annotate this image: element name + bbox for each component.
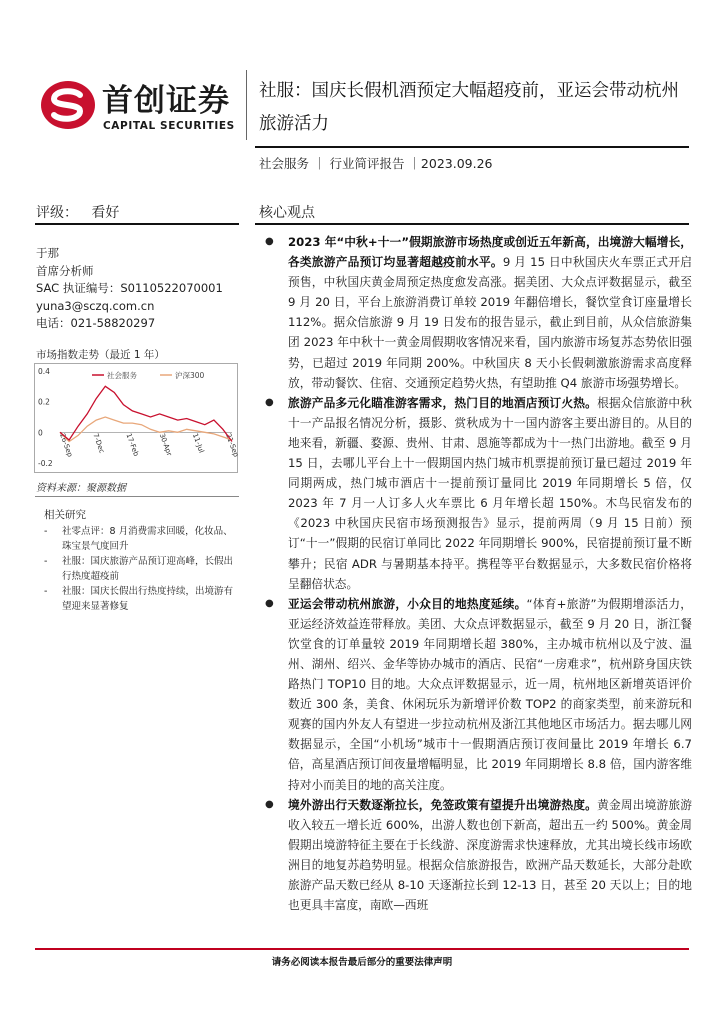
core-point-text: 根据众信旅游中秋十一产品报名情况分析，摄影、赏秋成为十一国内游客主要出游目的。从目的地来看，新疆、婺源、贵州、甘肃、恩施等都成为十一热门出游地。截至 9 月 15 日，去哪儿平台上十一假期国内热门城市机票提前预订量已超过 2019 年同期两成，热门城市酒店十一提前预订量同比 2019 年同期增长 5 倍，仅 2023 年 7 月一人订多人火车票比 6 月年增长超 150%。木鸟民宿发布的《2023 中秋国庆民宿市场预测报告》显示，提前两周（9 月 15 日前）预订“十一”假期的民宿订单同比 2022 年同期增长 900%，民宿提前预订量不断攀升；民宿 ADR 与暑期基本持平。携程等平台数据显示，大多数民宿价格将呈翻倍状态。 [288,395,692,591]
y-tick-label: 0.4 [38,367,50,376]
x-tick-label: 11-Jul [190,432,206,455]
chart-rule [35,496,239,497]
related-list [44,524,240,614]
core-point [262,594,692,795]
analyst-email[interactable]: yuna3@sczq.com.cn [36,298,155,313]
report-title: 社服：国庆长假机酒预定大幅超疫前，亚运会带动杭州旅游活力 [259,81,679,134]
x-tick-label: 21-Sep [224,432,241,459]
rating [36,202,119,222]
analyst-sac: SAC 执证编号：S0110522070001 [36,281,223,295]
y-tick-label: 0.2 [38,397,50,407]
title-rule [255,146,689,148]
report-meta: 社会服务 ｜ 行业简评报告 ｜2023.09.26 [259,156,493,171]
core-heading: 核心观点 [259,205,315,221]
core-point-lead: 亚运会带动杭州旅游，小众目的地热度延续。 [288,596,527,611]
core-point-text: “体育+旅游”为假期增添活力，亚运经济效益连带释放。美团、大众点评数据显示，截至 9 月 20 日，浙江餐饮堂食的订单量较 2019 年同期增长超 380%，主办城市杭州以及宁波、温州、湖州、绍兴、金华等协办城市的酒店、民宿“一房难求”，杭州跻身国庆铁路热门 TOP10 目的地。大众点评数据显示，近一周，杭州地区新增英语评价数近 300 条，美食、休闲玩乐为新增评价数 TOP2 的商家类型，前来游玩和观赛的国内外友人有望进一步拉动杭州及浙江其他地区市场活力。据去哪儿网数据显示，全国“小机场”城市十一假期酒店预订夜间量比 2019 年增长 6.7 倍，高星酒店预订间夜量增幅明显，比 2019 年同期增长 8.8 倍，国内游客维持对小而美目的地的高关注度。 [288,596,692,792]
core-point-lead: 境外游出行天数逐渐拉长，免签政策有望提升出境游热度。 [288,797,598,812]
footer-rule [35,948,689,950]
chart-source: 资料来源：聚源数据 [36,483,126,494]
chart-title: 市场指数走势（最近 1 年） [36,349,165,361]
x-tick-label: 30-Apr [157,432,174,457]
related-item[interactable]: - 社服：国庆旅游产品预订迎高峰，长假出行热度超疫前 [44,556,234,582]
rating-label: 评级： [36,205,78,221]
bullet-icon: ● [265,236,274,247]
legend-label: 社会服务 [107,371,137,380]
market-index-chart [34,363,241,473]
brand-name-en: CAPITAL SECURITIES [103,120,235,132]
core-point-text: 黄金周出境游旅游收入较五一增长近 600%，出游人数也创下新高，超出五一约 500%。黄金周假期出境游特征主要在于长线游、深度游需求快速释放，尤其出境长线市场欧洲目的地复苏趋势明显。根据众信旅游报告，欧洲产品天数延长，大部分赴欧旅游产品天数已经从 8-10 天逐渐拉长到 12-13 日，甚至 20 天以上；目的地也更具丰富度，南欧—西班 [288,797,692,913]
bullet-icon: ● [265,597,274,609]
rating-value: 看好 [91,205,120,221]
brand-name-cn: 首创证券 [102,83,230,119]
right-rule [255,223,689,225]
core-point [262,795,692,916]
capital-securities-logo-icon [40,80,96,130]
analyst-info [36,245,223,333]
core-point [262,232,692,393]
bullet-icon: ● [265,396,274,408]
header-divider [246,70,247,140]
core-point-lead: 旅游产品多元化瞄准游客需求，热门目的地酒店预订火热。 [288,395,598,410]
left-rule [35,223,239,225]
analyst-role: 首席分析师 [36,263,94,278]
y-tick-label: -0.2 [38,459,53,468]
core-point-lead: 2023 年“中秋+十一”假期旅游市场热度或创近五年新高，出境游大幅增长，各类旅游产品预订均显著超越疫前水平。 [288,235,692,270]
core-points [262,232,692,915]
x-tick-label: 7-Dec [91,432,106,455]
y-tick-label: 0 [38,428,43,438]
analyst-name: 于那 [36,246,59,260]
core-point [262,393,692,594]
x-tick-label: 17-Feb [124,432,141,458]
x-tick-label: 26-Sep [58,432,75,459]
related-item[interactable]: - 社零点评：8 月消费需求回暖，化妆品、珠宝景气度回升 [44,526,233,552]
core-point-text: 9 月 15 日中秋国庆火车票正式开启预售，中秋国庆黄金周预定热度愈发高涨。据美团、大众点评数据显示，截至 9 月 20 日，平台上旅游消费订单较 2019 年翻倍增长，餐饮堂食订座量增长 112%。据众信旅游 9 月 19 日发布的报告显示，截止到目前，从众信旅游集团 2023 年中秋十一黄金周假期收客情况来看，国内旅游市场复苏态势依旧强势，已超过 2019 年同期 200%。中秋国庆 8 天小长假刺激旅游需求高度释放，带动餐饮、住宿、交通预定趋势火热，有望助推 Q4 旅游市场强势增长。 [288,255,692,390]
analyst-phone: 电话：021-58820297 [36,316,156,330]
legal-footer: 请务必阅读本报告最后部分的重要法律声明 [271,957,453,968]
legend-label: 沪深300 [175,371,205,380]
bullet-icon: ● [265,798,274,810]
related-title: 相关研究 [44,509,86,521]
related-item[interactable]: - 社服：国庆长假出行热度持续，出境游有望迎来显著修复 [44,586,234,612]
